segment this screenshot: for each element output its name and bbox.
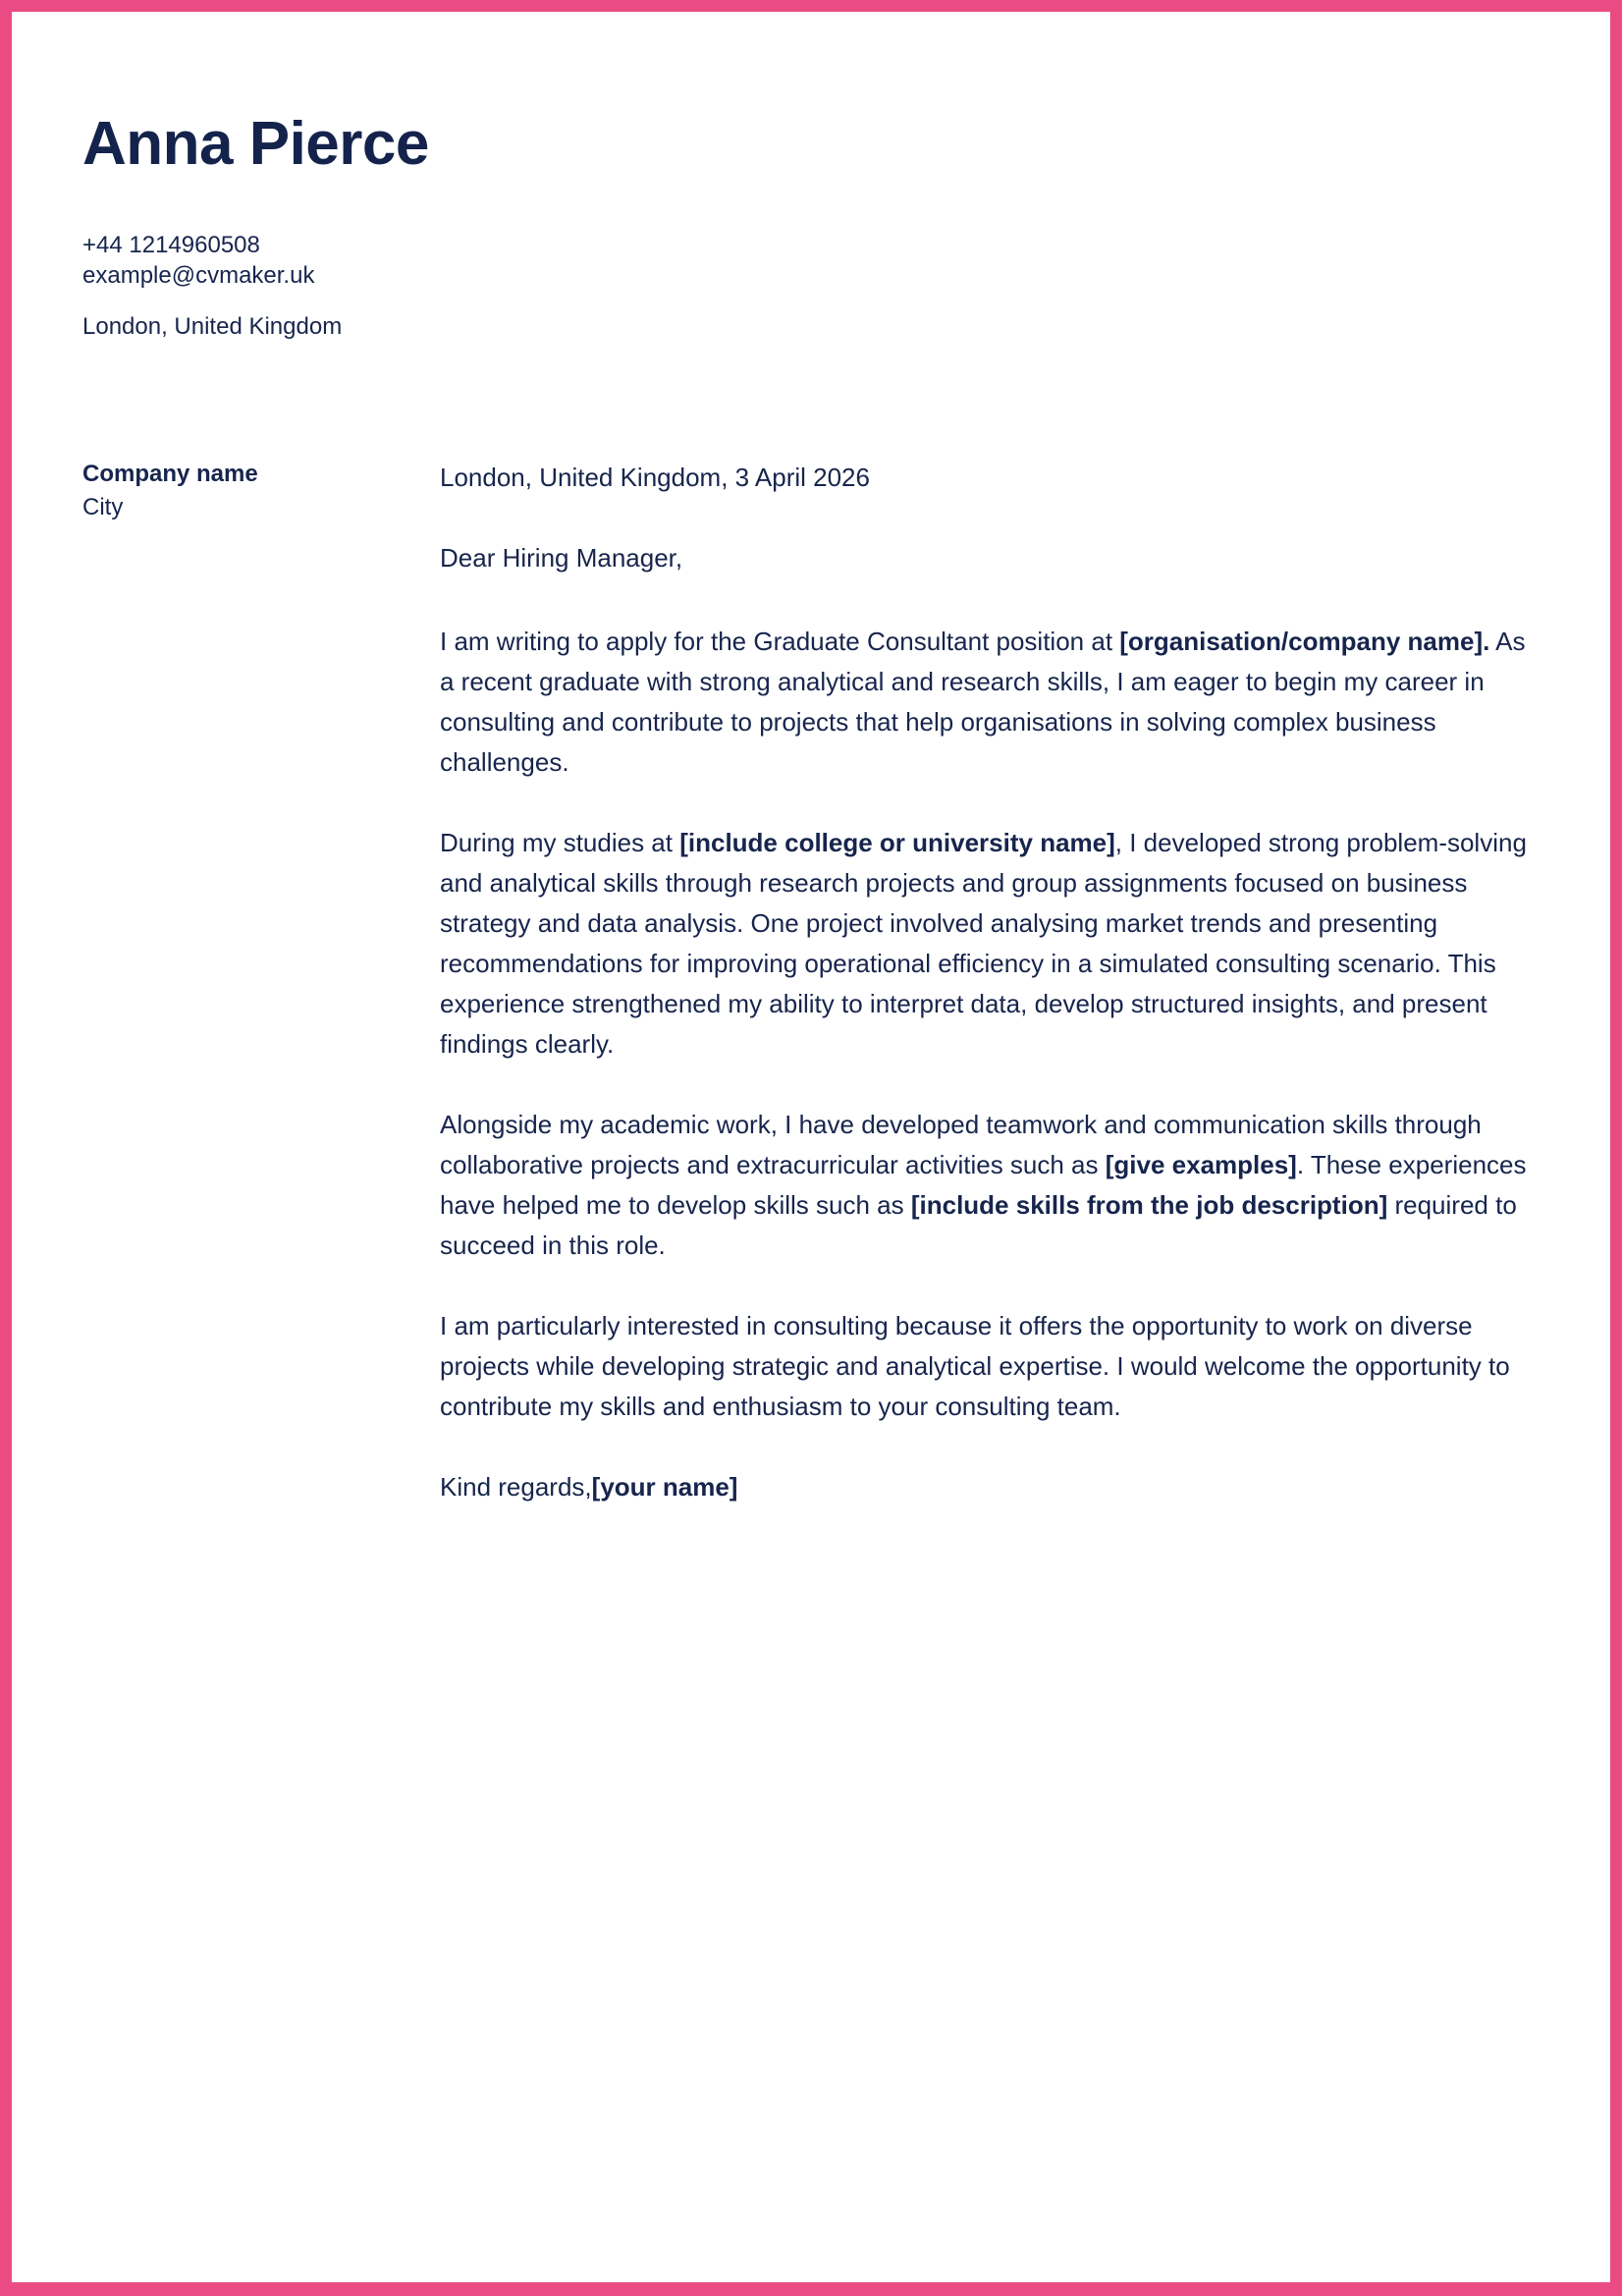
salutation: Dear Hiring Manager, <box>440 543 683 573</box>
closing-text: Kind regards, <box>440 1472 592 1502</box>
location: London, United Kingdom <box>82 313 343 340</box>
person-name: Anna Pierce <box>82 110 429 178</box>
closing-line <box>440 1467 1537 1507</box>
contact-block <box>82 230 1537 291</box>
email-address: example@cvmaker.uk <box>82 262 315 289</box>
body-paragraph: I am writing to apply for the Graduate Consultant position at [organisation/company name]. As a recent graduate with strong analytical and research skills, I am eager to begin my career in consulting and contribute to projects that help organisations in solving complex business challenges. <box>440 627 1526 777</box>
signature-placeholder: [your name] <box>591 1472 738 1502</box>
body-paragraph: I am particularly interested in consulting because it offers the opportunity to work on diverse projects while developing strategic and analytical expertise. I would welcome the opportunity to contribute my skills and enthusiasm to your consulting team. <box>440 1311 1510 1421</box>
recipient-city: City <box>82 494 124 520</box>
letter-content <box>440 458 1537 1507</box>
phone-number: +44 1214960508 <box>82 232 260 258</box>
date-line: London, United Kingdom, 3 April 2026 <box>440 463 870 492</box>
recipient-block <box>82 458 440 1507</box>
letter-body-row <box>82 458 1537 1507</box>
body-paragraph: During my studies at [include college or university name], I developed strong problem-solving and analytical skills through research projects and group assignments focused on business strategy and data analysis. One project involved analysing market trends and presenting recommendations for improving operational efficiency in a simulated consulting scenario. This experience strengthened my ability to interpret data, develop structured insights, and present findings clearly. <box>440 828 1527 1059</box>
recipient-company-name: Company name <box>82 461 258 487</box>
body-paragraph: Alongside my academic work, I have developed teamwork and communication skills through collaborative projects and extracurricular activities such as [give examples]. These experiences have helped me to develop skills such as [include skills from the job description] required to succeed in this role. <box>440 1110 1527 1260</box>
